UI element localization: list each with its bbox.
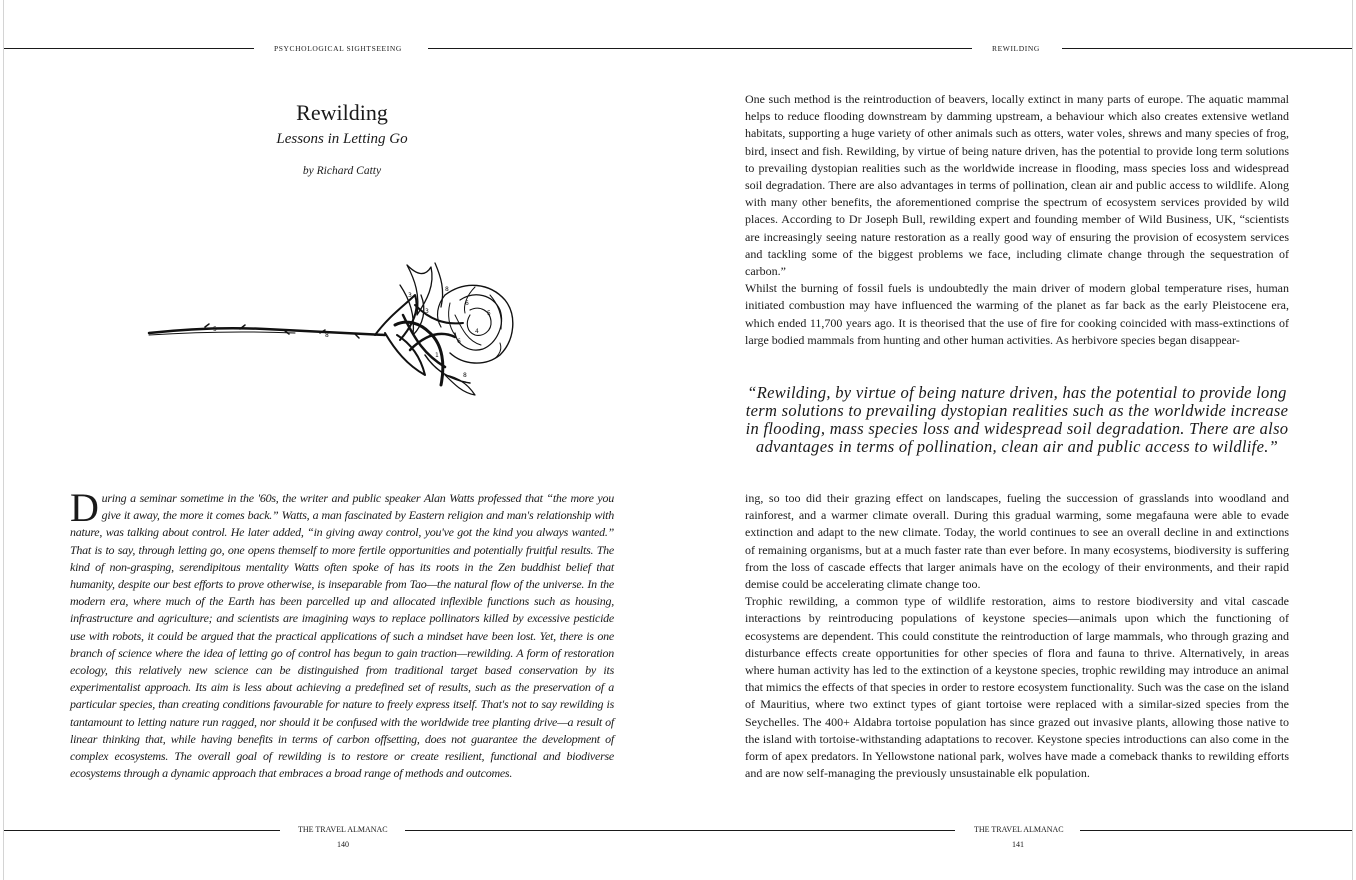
left-body-text: uring a seminar sometime in the '60s, the writer and public speaker Alan Watts professed that “the more you give it away, the more it comes back.” Watts, a man fascinated by Eastern religion and man's relationship with nature, was talking about control. He later added, “in giving away control, you've got the kind you always wanted.” That is to say, through letting go, one opens themself to more fertile opportunities and potentially fruitful results. The kind of non-grasping, serendipitous mentality Watts often spoke of has its roots in the Zen buddhist belief that humanity, despite our best efforts to prove otherwise, is inseparable from Tao—the natural flow of the universe. In the modern era, where much of the Earth has been parcelled up and allocated inflexible functions such as housing, infrastructure and agriculture; and scientists are imagining ways to replace pollinators killed by excessive pesticide use with robots, it could be argued that the practical applications of such a mindset have been lost. Yet, there is one branch of science where the idea of letting go of control has begun to gain traction—rewilding. A form of restoration ecology, this relatively new science can be distinguished from traditional target based conservation by its experimentalist approach. Its aim is less about achieving a predefined set of results, such as the preservation of a particular species, than creating conditions favourable for nature to freely express itself. That's not to say rewilding is tantamount to letting nature run ragged, nor should it be confused with the worldwide tree planting drive—a result of linear thinking that, while having benefits in terms of carbon offsetting, does not guarantee the development of complex ecosystems. The overall goal of rewilding is to restore or create resilient, functional and biodiverse ecosystems through a dynamic approach that embraces a broad range of methods and outcomes. xyxy=(70,491,614,781)
paragraph: Trophic rewilding, a common type of wildlife restoration, aims to restore biodiversity and vital cascade interactions by reintroducing populations of keystone species—animals upon which the functioning of ecosystems are dependent. This could constitute the reintroduction of large mammals, who through grazing and disturbance effects create opportunities for other species of flora and fauna to thrive. Alternatively, in areas where human activity has led to the extinction of a keystone species, trophic rewilding may introduce an animal that mimics the effects of that species in order to restore ecosystem functionality. Such was the case on the island of Mauritius, where two extinct types of giant tortoise were replaced with a similar-sized species from the Seychelles. The 400+ Aldabra tortoise population has since grazed out invasive plants, allowing those native to the island with tortoise-withstanding adaptations to recover. Keystone species introductions can also come in the form of apex predators. In Yellowstone national park, wolves have made a comeback thanks to rewilding efforts and are now self-managing the previously unsustainable elk population. xyxy=(745,594,1289,781)
svg-text:5: 5 xyxy=(487,310,491,317)
footer-title-right: THE TRAVEL ALMANAC xyxy=(974,825,1064,834)
article-subtitle: Lessons in Letting Go xyxy=(276,131,408,147)
drop-cap: D xyxy=(70,485,99,530)
paragraph: One such method is the reintroduction of beavers, locally extinct in many parts of europe. The aquatic mammal helps to reduce flooding downstream by damming upstream, a behaviour which also creates extensive wetland habitats, supporting a huge variety of other animals such as otters, water voles, shrews and many species of frog, bird, insect and fish. Rewilding, by virtue of being nature driven, has the potential to provide long term solutions to prevailing dystopian realities such as the worldwide increase in flooding, mass species loss and widespread soil degradation. There are also advantages in terms of pollination, clean air and public access to wildlife. Along with many other benefits, the aforementioned comprise the spectrum of ecosystem services provided by wild places. According to Dr Joseph Bull, rewilding expert and founding member of Wild Business, UK, “scientists are increasingly seeing nature restoration as a really good way of ensuring the provision of ecosystem services and tackling some of the biggest problems we face, including climate change through the sequestration of carbon.” xyxy=(745,92,1289,279)
header-rule-right xyxy=(1062,48,1352,49)
footer-title-left: THE TRAVEL ALMANAC xyxy=(298,825,388,834)
rose-illustration xyxy=(145,255,525,400)
footer-rule-right xyxy=(1080,830,1352,831)
svg-text:3: 3 xyxy=(408,292,412,299)
running-head-right: REWILDING xyxy=(992,44,1040,53)
paragraph: Whilst the burning of fossil fuels is undoubtedly the main driver of modern global temperature rises, human initiated combustion may have influenced the warming of the planet as far back as the early Pleistocene era, which ended 11,700 years ago. It is theorised that the use of fire for cooking coincided with mass-extinctions of large bodied mammals from hunting and other human activities. As herbivore species began disappear- xyxy=(745,281,1289,347)
right-body-top xyxy=(745,91,1289,349)
pull-quote: “Rewilding, by virtue of being nature driven, has the potential to provide long term solutions to prevailing dystopian realities such as the worldwide increase in flooding, mass species loss and widespread soil degradation. There are also advantages in terms of pollination, clean air and public access to wildlife.” xyxy=(745,383,1289,456)
left-body-column xyxy=(70,485,614,782)
svg-text:8: 8 xyxy=(463,372,467,379)
article-title: Rewilding xyxy=(296,100,388,125)
svg-text:6: 6 xyxy=(465,300,469,307)
running-head-left: PSYCHOLOGICAL SIGHTSEEING xyxy=(274,44,402,53)
svg-text:4: 4 xyxy=(475,328,479,335)
svg-text:1: 1 xyxy=(435,352,439,359)
svg-text:6: 6 xyxy=(457,338,461,345)
paragraph: ing, so too did their grazing effect on landscapes, fueling the succession of grasslands into woodland and rainforest, and a warmer climate overall. During this gradual warming, some megafauna were able to evade extinction and adapt to the new climate. Today, the world continues to see an overall decline in and extinctions of remaining organisms, but at a much faster rate than ever before. In many ecosystems, biodiversity is suffering from the loss of cascade effects that larger animals have on the ecology of their environments, and their rapid demise could be accelerating climate change too. xyxy=(745,491,1289,592)
svg-text:5: 5 xyxy=(213,326,217,333)
svg-text:8: 8 xyxy=(445,286,449,293)
svg-text:3: 3 xyxy=(425,308,429,315)
svg-text:8: 8 xyxy=(325,332,329,339)
right-body-bottom xyxy=(745,490,1289,782)
header-rule-center xyxy=(428,48,972,49)
header-rule-left-a xyxy=(4,48,254,49)
page-number-left: 140 xyxy=(337,840,349,849)
footer-rule-center xyxy=(405,830,955,831)
left-page-edge xyxy=(3,0,4,880)
right-page-edge xyxy=(1352,0,1353,880)
footer-rule-left xyxy=(4,830,280,831)
article-byline: by Richard Catty xyxy=(302,165,382,177)
page-number-right: 141 xyxy=(1012,840,1024,849)
